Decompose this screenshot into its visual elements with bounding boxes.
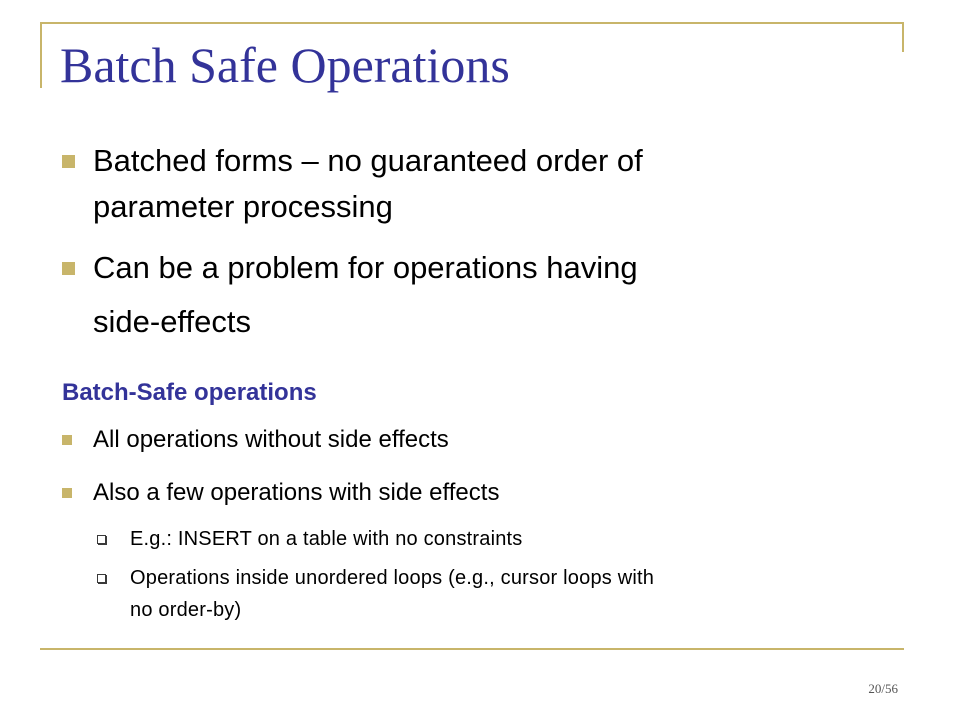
bullet-1-line-2: parameter processing	[93, 189, 393, 224]
hollow-square-bullet-icon	[97, 535, 106, 544]
bullet-2-line-1: Can be a problem for operations having	[93, 250, 638, 285]
bullet-square-icon	[62, 435, 72, 445]
bullet-square-icon	[62, 262, 75, 275]
sub-bullet-1: E.g.: INSERT on a table with no constraints	[130, 528, 523, 550]
sub-bullet-2-line-1: Operations inside unordered loops (e.g., cursor loops with	[130, 567, 655, 589]
frame-left-line	[40, 22, 42, 88]
section-bullet-1: All operations without side effects	[93, 426, 449, 453]
page-number: 20/56	[868, 681, 898, 696]
frame-bottom-line	[40, 648, 904, 650]
bullet-1-line-1: Batched forms – no guaranteed order of	[93, 143, 643, 178]
hollow-square-bullet-icon	[97, 574, 106, 583]
frame-right-line	[902, 22, 904, 52]
bullet-2-line-2: side-effects	[93, 304, 251, 339]
frame-top-line	[40, 22, 904, 24]
slide-title: Batch Safe Operations	[60, 37, 510, 93]
bullet-square-icon	[62, 488, 72, 498]
sub-bullet-2-line-2: no order-by)	[130, 599, 242, 621]
section-bullet-2: Also a few operations with side effects	[93, 479, 500, 506]
section-heading: Batch-Safe operations	[62, 379, 317, 406]
bullet-square-icon	[62, 155, 75, 168]
